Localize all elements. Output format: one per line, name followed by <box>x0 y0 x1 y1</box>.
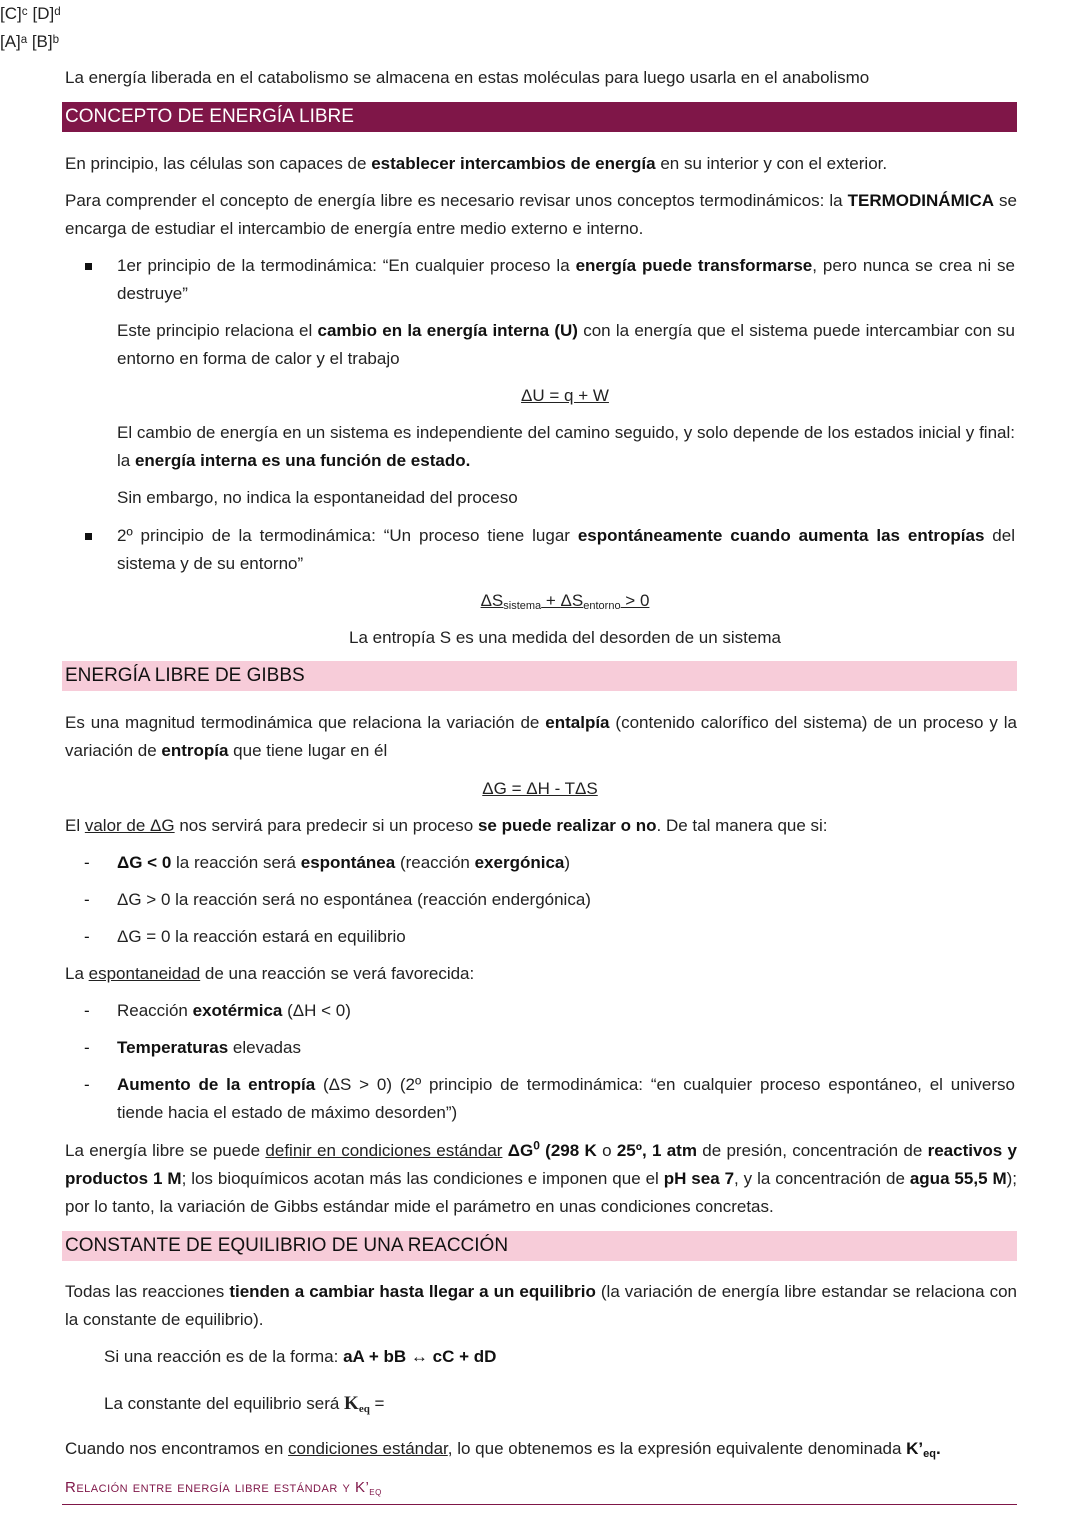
paragraph: En principio, las células son capaces de establecer intercambios de energía en su interior y con el exterior. <box>65 154 888 173</box>
list-item: Aumento de la entropía (ΔS > 0) (2º principio de termodinámica: “en cualquier proceso espontáneo, el universo tiende hacia el estado de máximo desorden”) <box>117 1075 1015 1122</box>
paragraph: Para comprender el concepto de energía libre es necesario revisar unos conceptos termodinámicos: la TERMODINÁMICA se encarga de estudiar el intercambio de energía entre medio externo e interno. <box>65 191 1017 238</box>
bullet-square-icon <box>85 263 92 270</box>
paragraph: La energía libre se puede definir en condiciones estándar $\Delta G^0$ (298 K o 25º, 1 atm de presión, concentración de reactivos y productos 1 M; los bioquímicos acotan más las condiciones e imponen que el pH sea 7, y la concentración de agua 55,5 M); por lo tanto, la variación de Gibbs estándar mide el parámetro en unas condiciones concretas. <box>65 1138 1018 1216</box>
list-item: ΔG > 0 la reacción será no espontánea (reacción endergónica) <box>117 890 591 909</box>
section-heading-gibbs: ENERGÍA LIBRE DE GIBBS <box>62 661 1017 691</box>
dash-bullet-icon: - <box>84 927 90 946</box>
dash-bullet-icon: - <box>84 1075 90 1094</box>
dash-bullet-icon: - <box>84 1038 90 1057</box>
formula-second-law: $\Delta S_{sistema} + \Delta S_{entorno} > 0$ <box>480 591 650 612</box>
subsection-heading-relacion: Relación entre energía libre estándar y $K’_{eq}$ <box>65 1479 382 1498</box>
divider <box>62 1504 1017 1505</box>
paragraph: Sin embargo, no indica la espontaneidad del proceso <box>117 488 518 507</box>
dash-bullet-icon: - <box>84 1001 90 1020</box>
dash-bullet-icon: - <box>84 890 90 909</box>
document-page: La energía liberada en el catabolismo se almacena en estas moléculas para luego usarla en el anabolismo CONCEPTO DE ENERGÍA LIBRE En principio, las células son capaces de establecer intercambios de energía en su interior y con el exterior. Para comprender el concepto de energía libre es necesario revisar unos conceptos termodinámicos: la TERMODINÁMICA se encarga de estudiar el intercambio de energía entre medio externo e interno. 1er principio de la termodinámica: “En cualquier proceso la energía puede transformarse, pero nunca se crea ni se destruye” Este principio relaciona el cambio en la energía interna (U) con la energía que el sistema puede intercambiar con su entorno en forma de calor y el trabajo ΔU = q + W El cambio de energía en un sistema es independiente del camino seguido, y solo depende de los estados inicial y final: la energía interna es una función de estado. Sin embargo, no indica la espontaneidad del proceso 2º principio de la termodinámica: “Un proceso tiene lugar espontáneamente cuando aumenta las entropías del sistema y de su entorno” $\Delta S_{sistema} + \Delta S_{entorno} > 0$ La entropía S es una medida del desorden de un sistema ENERGÍA LIBRE DE GIBBS Es una magnitud termodinámica que relaciona la variación de entalpía (contenido calorífico del sistema) de un proceso y la variación de entropía que tiene lugar en él ΔG = ΔH - TΔS El valor de ΔG nos servirá para predecir si un proceso se puede realizar o no. De tal manera que si: - ΔG < 0 la reacción será espontánea (reacción exergónica) - ΔG > 0 la reacción será no espontánea (reacción endergónica) - ΔG = 0 la reacción estará en equilibrio La espontaneidad de una reacción se verá favorecida: - Reacción exotérmica (ΔH < 0) - Temperaturas elevadas - Aumento de la entropía (ΔS > 0) (2º principio de termodinámica: “en cualquier proceso espontáneo, el universo tiende hacia el estado de máximo desorden”) La energía libre se puede definir en condiciones estándar $\Delta G^0$ (298 K o 25º, 1 atm de presión, concentración de reactivos y productos 1 M; los bioquímicos acotan más las condiciones e imponen que el pH sea 7, y la concentración de agua 55,5 M); por lo tanto, la variación de Gibbs estándar mide el parámetro en unas condiciones concretas. CONSTANTE DE EQUILIBRIO DE UNA REACCIÓN Todas las reacciones tienden a cambiar hasta llegar a un equilibrio (la variación de energía libre estandar se relaciona con la constante de equilibrio). Si una reacción es de la forma: aA + bB ↔ cC + dD La constante del equilibrio será $K_{eq}$ = [C]ᶜ [D]ᵈ [A]ᵃ [B]ᵇ Cuando nos encontramos en condiciones estándar, lo que obtenemos es la expresión equivalente denominada $K’_{eq}$. Relación entre energía libre estándar y $K’_{eq}$ <box>0 0 1080 1528</box>
intro-line: La energía liberada en el catabolismo se almacena en estas moléculas para luego usarla en el anabolismo <box>65 68 870 87</box>
paragraph: Es una magnitud termodinámica que relaciona la variación de entalpía (contenido calorífico del sistema) de un proceso y la variación de entropía que tiene lugar en él <box>65 713 1017 760</box>
paragraph: La espontaneidad de una reacción se verá favorecida: <box>65 964 475 983</box>
bullet-square-icon <box>85 533 92 540</box>
list-item: Temperaturas elevadas <box>117 1038 301 1057</box>
paragraph: Este principio relaciona el cambio en la energía interna (U) con la energía que el sistema puede intercambiar con su entorno en forma de calor y el trabajo <box>117 321 1015 368</box>
formula-gibbs: ΔG = ΔH - TΔS <box>482 779 598 798</box>
paragraph: El valor de ΔG nos servirá para predecir si un proceso se puede realizar o no. De tal manera que si: <box>65 816 828 835</box>
paragraph: Si una reacción es de la forma: aA + bB ↔ cC + dD <box>104 1347 497 1366</box>
bullet-second-law: 2º principio de la termodinámica: “Un proceso tiene lugar espontáneamente cuando aumenta las entropías del sistema y de su entorno” <box>117 526 1015 573</box>
paragraph: Cuando nos encontramos en condiciones estándar, lo que obtenemos es la expresión equivalente denominada $K’_{eq}$. <box>65 1439 941 1460</box>
paragraph: Todas las reacciones tienden a cambiar hasta llegar a un equilibrio (la variación de energía libre estandar se relaciona con la constante de equilibrio). <box>65 1282 1017 1329</box>
formula-first-law: ΔU = q + W <box>521 386 609 405</box>
entropy-note: La entropía S es una medida del desorden de un sistema <box>349 628 781 647</box>
section-heading-equilibrio: CONSTANTE DE EQUILIBRIO DE UNA REACCIÓN <box>62 1231 1017 1261</box>
list-item: Reacción exotérmica (ΔH < 0) <box>117 1001 351 1020</box>
list-item: ΔG = 0 la reacción estará en equilibrio <box>117 927 406 946</box>
paragraph: El cambio de energía en un sistema es independiente del camino seguido, y solo depende de los estados inicial y final: la energía interna es una función de estado. <box>117 423 1015 470</box>
list-item: ΔG < 0 la reacción será espontánea (reacción exergónica) <box>117 853 571 872</box>
equilibrium-constant: La constante del equilibrio será $K_{eq}$ = <box>104 1393 390 1415</box>
section-heading-energia-libre: CONCEPTO DE ENERGÍA LIBRE <box>62 102 1017 132</box>
bullet-first-law: 1er principio de la termodinámica: “En cualquier proceso la energía puede transformarse, pero nunca se crea ni se destruye” <box>117 256 1015 303</box>
dash-bullet-icon: - <box>84 853 90 872</box>
